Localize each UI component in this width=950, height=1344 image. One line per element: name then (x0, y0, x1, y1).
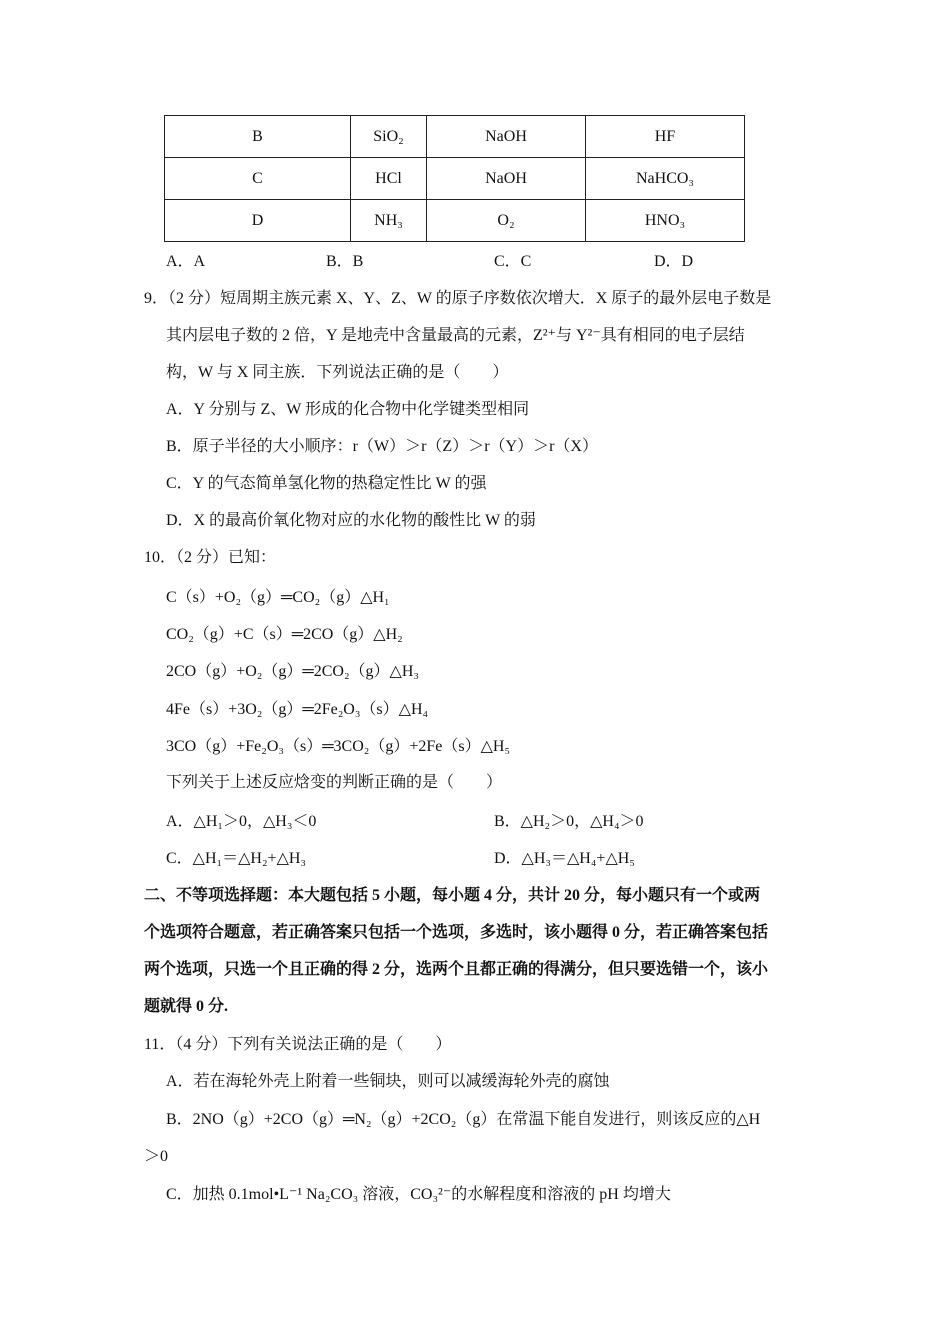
table-row (165, 200, 745, 242)
q8-option-c: C．C (494, 253, 532, 270)
q10-equation-3: 2CO（g）+O₂（g）═2CO₂（g）△H₃ (166, 663, 419, 680)
q9-stem-line-2: 其内层电子数的 2 倍，Y 是地壳中含量最高的元素，Z²⁺与 Y²⁻具有相同的电子层结 (166, 327, 745, 344)
q10-equation-1: C（s）+O₂（g）═CO₂（g）△H₁ (166, 589, 390, 606)
q11-stem: 11．（4 分）下列有关说法正确的是（ ） (144, 1036, 452, 1053)
q10-option-d: D．△H₃＝△H₄+△H₅ (494, 850, 635, 867)
q10-equation-5: 3CO（g）+Fe₂O₃（s）═3CO₂（g）+2Fe（s）△H₅ (166, 738, 511, 755)
q9-option-c: C．Y 的气态简单氢化物的热稳定性比 W 的强 (166, 475, 487, 492)
q11-option-b: B．2NO（g）+2CO（g）═N₂（g）+2CO₂（g）在常温下能自发进行，则该反应的△H (166, 1111, 761, 1128)
table-cell: NaOH (427, 116, 586, 158)
q8-option-a: A．A (166, 253, 206, 270)
q9-stem-line-3: 构，W 与 X 同主族．下列说法正确的是（ ） (166, 364, 509, 381)
table-cell: D (165, 200, 351, 242)
table-cell: C (165, 158, 351, 200)
q10-equation-2: CO₂（g）+C（s）═2CO（g）△H₂ (166, 626, 403, 643)
table-cell: O₂ (427, 200, 586, 242)
q11-option-a: A．若在海轮外壳上附着一些铜块，则可以减缓海轮外壳的腐蚀 (166, 1073, 610, 1090)
q10-equation-4: 4Fe（s）+3O₂（g）═2Fe₂O₃（s）△H₄ (166, 701, 429, 718)
table-cell: HF (586, 116, 745, 158)
q10-question: 下列关于上述反应焓变的判断正确的是（ ） (166, 774, 503, 791)
section2-line-3: 两个选项，只选一个且正确的得 2 分，选两个且都正确的得满分，但只要选错一个，该小 (144, 961, 769, 978)
table-cell: B (165, 116, 351, 158)
table-cell: HNO₃ (586, 200, 745, 242)
q10-option-c: C．△H₁＝△H₂+△H₃ (166, 850, 307, 867)
table-row (165, 116, 745, 158)
q8-option-b: B．B (326, 253, 364, 270)
table-cell: NaHCO₃ (586, 158, 745, 200)
q9-stem-line-1: 9．（2 分）短周期主族元素 X、Y、Z、W 的原子序数依次增大．X 原子的最外层电子数是 (144, 290, 772, 307)
table-cell: NaOH (427, 158, 586, 200)
q9-option-b: B．原子半径的大小顺序：r（W）＞r（Z）＞r（Y）＞r（X） (166, 438, 598, 455)
q11-option-c: C．加热 0.1mol•L⁻¹ Na₂CO₃ 溶液，CO₃²⁻的水解程度和溶液的 pH 均增大 (166, 1186, 671, 1203)
q9-option-a: A．Y 分别与 Z、W 形成的化合物中化学键类型相同 (166, 401, 530, 418)
section2-line-4: 题就得 0 分. (144, 998, 229, 1015)
q11-option-b-continued: ＞0 (144, 1148, 169, 1165)
section2-line-2: 个选项符合题意，若正确答案只包括一个选项，多选时，该小题得 0 分，若正确答案包括 (144, 924, 769, 941)
q10-stem: 10．（2 分）已知： (144, 549, 277, 566)
table-cell: SiO₂ (351, 116, 427, 158)
table-cell: NH₃ (351, 200, 427, 242)
q10-option-b: B．△H₂＞0，△H₄＞0 (494, 813, 644, 830)
table-row (165, 158, 745, 200)
q9-option-d: D．X 的最高价氧化物对应的水化物的酸性比 W 的弱 (166, 512, 536, 529)
q8-options-table (164, 115, 745, 242)
q10-option-a: A．△H₁＞0，△H₃＜0 (166, 813, 317, 830)
q8-option-d: D．D (654, 253, 694, 270)
section2-line-1: 二、不等项选择题：本大题包括 5 小题，每小题 4 分，共计 20 分，每小题只有一个或两 (144, 887, 761, 904)
table-cell: HCl (351, 158, 427, 200)
